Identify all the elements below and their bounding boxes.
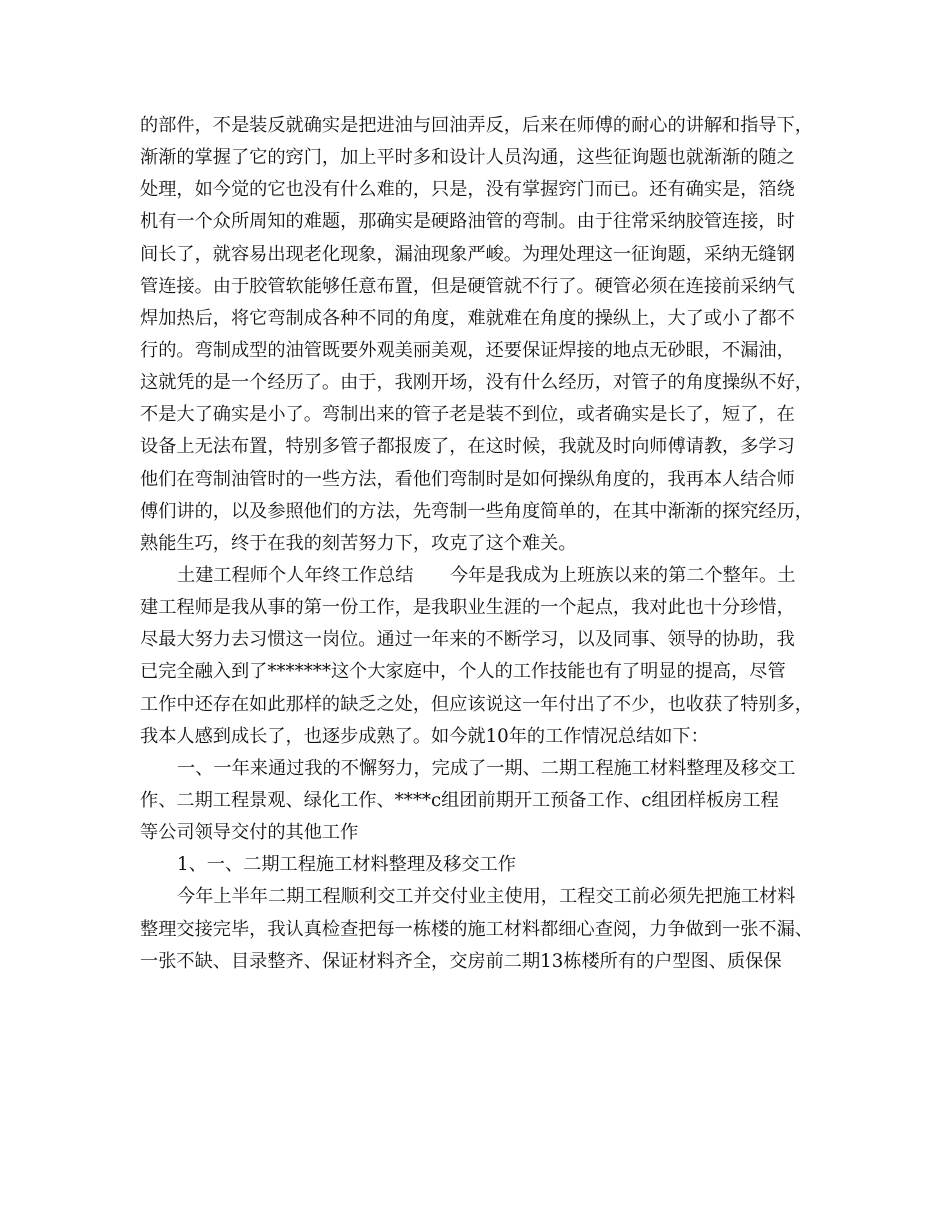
section-heading-line: 一、一年来通过我的不懈努力，完成了一期、二期工程施工材料整理及移交工 [177,757,796,779]
text-line: 他们在弯制油管时的一些方法，看他们弯制时是如何操纵角度的，我再本人结合师 [140,468,795,490]
paragraph-heading-line: 土建工程师个人年终工作总结 今年是我成为上班族以来的第二个整年。土 [177,564,796,586]
text-line: 等公司领导交付的其他工作 [140,822,359,844]
text-line: 我本人感到成长了，也逐步成熟了。如今就10年的工作情况总结如下： [140,725,709,747]
text-line: 焊加热后，将它弯制成各种不同的角度，难就难在角度的操纵上，大了或小了都不 [140,307,795,329]
text-line: 设备上无法布置，特别多管子都报废了，在这时候，我就及时向师傅请教，多学习 [140,436,795,458]
text-line: 行的。弯制成型的油管既要外观美丽美观，还要保证焊接的地点无砂眼，不漏油， [140,339,795,361]
text-line: 管连接。由于胶管软能够任意布置，但是硬管就不行了。硬管必须在连接前采纳气 [140,275,795,297]
text-line: 不是大了确实是小了。弯制出来的管子老是装不到位，或者确实是长了，短了，在 [140,404,795,426]
text-line: 尽最大努力去习惯这一岗位。通过一年来的不断学习，以及同事、领导的协助，我 [140,629,795,651]
text-line: 今年上半年二期工程顺利交工并交付业主使用，工程交工前必须先把施工材料 [177,886,796,908]
text-line: 一张不缺、目录整齐、保证材料齐全，交房前二期13栋楼所有的户型图、质保保 [140,950,782,972]
text-line: 的部件，不是装反就确实是把进油与回油弄反，后来在师傅的耐心的讲解和指导下， [140,115,813,136]
body-text [140,110,830,978]
subsection-heading-line: 1、一、二期工程施工材料整理及移交工作 [177,854,516,876]
text-line: 机有一个众所周知的难题，那确实是硬路油管的弯制。由于往常采纳胶管连接，时 [140,211,795,233]
text-line: 整理交接完毕，我认真检查把每一栋楼的施工材料都细心查阅，力争做到一张不漏、 [140,918,813,940]
text-line: 已完全融入到了*******这个大家庭中，个人的工作技能也有了明显的提高，尽管 [140,661,786,683]
text-line: 处理，如今觉的它也没有什么难的，只是，没有掌握窍门而已。还有确实是，箔绕 [140,179,795,201]
text-line: 傅们讲的，以及参照他们的方法，先弯制一些角度简单的，在其中渐渐的探究经历， [140,500,813,522]
text-line: 建工程师是我从事的第一份工作，是我职业生涯的一个起点，我对此也十分珍惜， [140,597,795,619]
text-line: 渐渐的掌握了它的窍门，加上平时多和设计人员沟通，这些征询题也就渐渐的随之 [140,147,795,169]
text-line: 工作中还存在如此那样的缺乏之处，但应该说这一年付出了不少，也收获了特别多， [140,693,813,715]
text-line: 熟能生巧，终于在我的刻苦努力下，攻克了这个难关。 [140,532,577,554]
text-line: 作、二期工程景观、绿化工作、****c组团前期开工预备工作、c组团样板房工程 [140,789,779,811]
text-line: 间长了，就容易出现老化现象，漏油现象严峻。为理处理这一征询题，采纳无缝钢 [140,243,795,265]
text-line: 这就凭的是一个经历了。由于，我刚开场，没有什么经历，对管子的角度操纵不好， [140,372,813,394]
